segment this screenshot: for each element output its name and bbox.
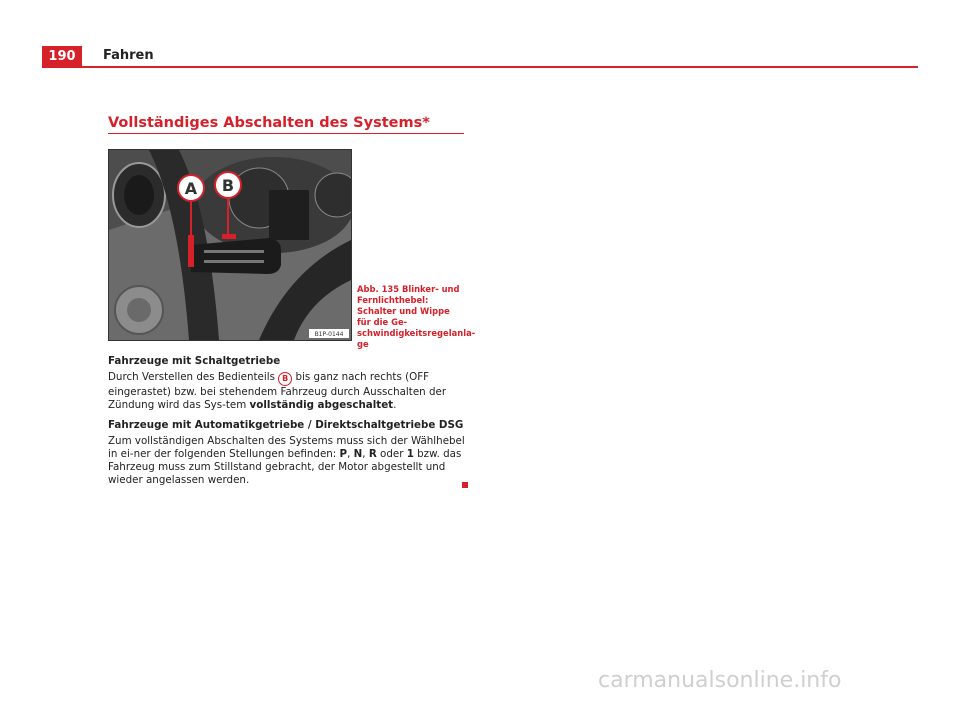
label-b: B: [221, 176, 235, 195]
end-marker-icon: [462, 482, 468, 488]
subheading-automatic: Fahrzeuge mit Automatikgetriebe / Direktschaltgetriebe DSG: [108, 419, 464, 431]
subheading-manual: Fahrzeuge mit Schaltgetriebe: [108, 355, 281, 367]
section-title: Vollständiges Abschalten des Systems*: [108, 115, 430, 131]
label-a: A: [184, 179, 198, 198]
page-number: 190: [42, 46, 82, 68]
paragraph-manual: Durch Verstellen des Bedienteils B bis ganz nach rechts (OFF eingerastet) bzw. bei stehendem Fahrzeug durch Ausschalten der Zündung wird das Sys-tem vollständig abgeschaltet.: [108, 371, 447, 411]
figure-illustration: [109, 150, 351, 340]
figure-code: B1P-0144: [314, 331, 344, 338]
body-text: [108, 355, 468, 494]
figure-steering-lever: [108, 149, 352, 341]
paragraph-automatic: Zum vollständigen Abschalten des Systems muss sich der Wählhebel in ei-ner der folgenden Stellungen befinden: P, N, R oder 1 bzw. das Fahrzeug muss zum Stillstand gebracht, der Motor abgestellt und wieder angelassen werden.: [108, 435, 465, 486]
chapter-title: Fahren: [103, 48, 154, 63]
figure-caption: Abb. 135 Blinker- und Fernlichthebel: Schalter und Wippe für die Ge-schwindigkeitsregelanla-ge: [357, 284, 476, 349]
header-rule: [82, 66, 918, 68]
ref-b-icon: B: [278, 372, 292, 386]
section-rule: [108, 133, 464, 134]
watermark: carmanualsonline.info: [598, 668, 842, 693]
